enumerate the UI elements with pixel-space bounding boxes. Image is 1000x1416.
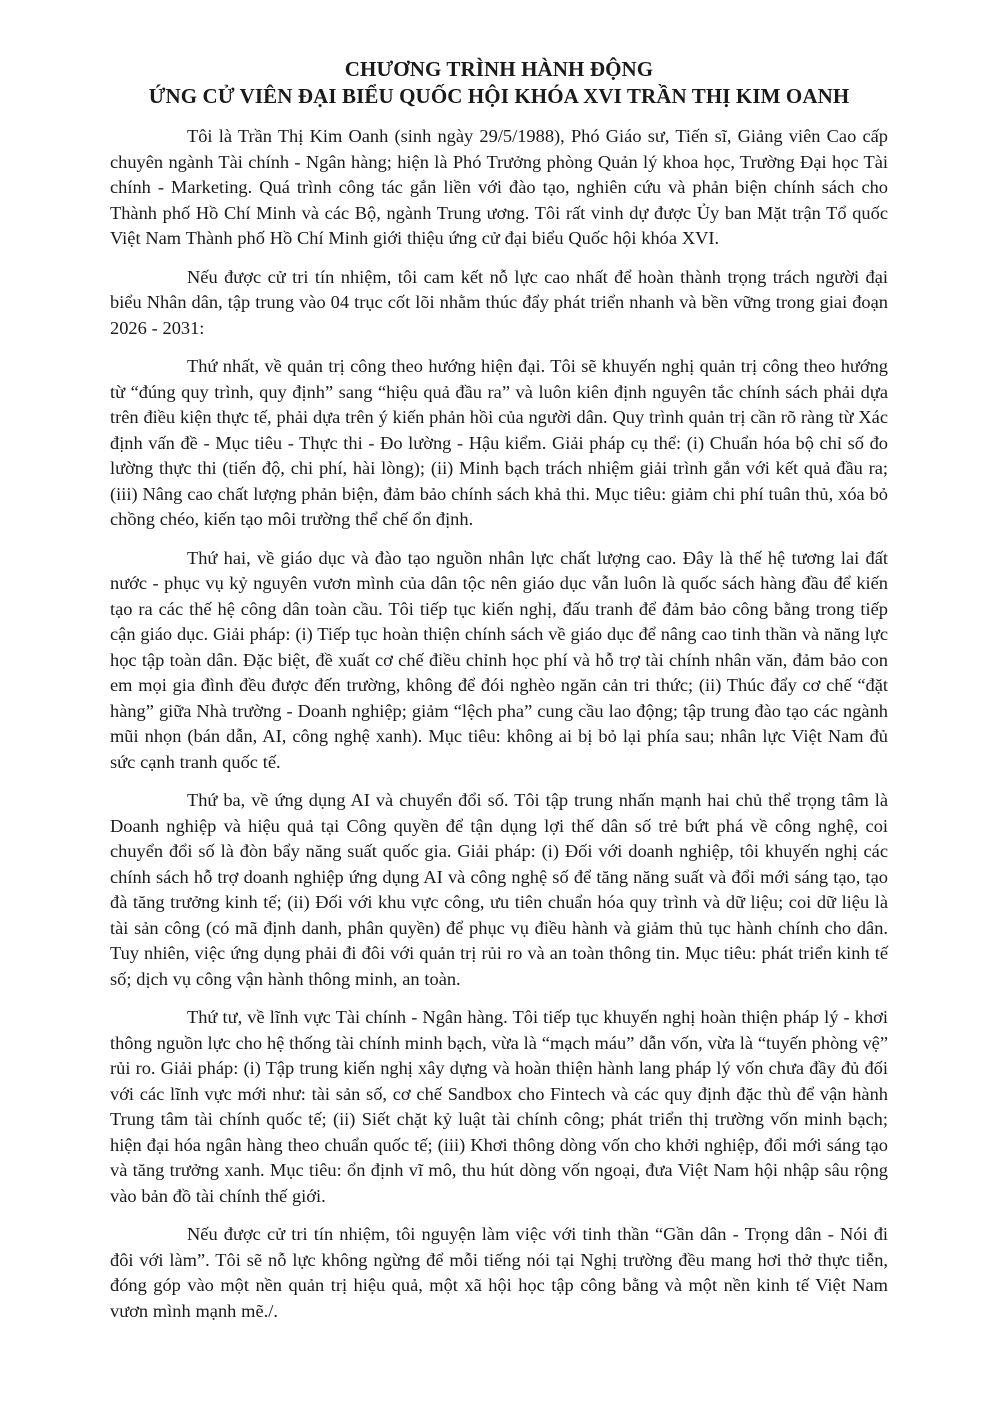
document-title <box>110 56 888 110</box>
paragraph-conclusion: Nếu được cử tri tín nhiệm, tôi nguyện làm việc với tinh thần “Gần dân - Trọng dân - Nói đi đôi với làm”. Tôi sẽ nỗ lực không ngừng để mỗi tiếng nói tại Nghị trường đều mang hơi thở thực tiễn, đóng góp vào một nền quản trị hiệu quả, một xã hội học tập công bằng và một nền kinh tế Việt Nam vươn mình mạnh mẽ./. <box>110 1224 888 1321</box>
title-line-2: ỨNG CỬ VIÊN ĐẠI BIỂU QUỐC HỘI KHÓA XVI TRẦN THỊ KIM OANH <box>148 84 850 108</box>
paragraph-commitment: Nếu được cử tri tín nhiệm, tôi cam kết nỗ lực cao nhất để hoàn thành trọng trách người đại biểu Nhân dân, tập trung vào 04 trục cốt lõi nhằm thúc đẩy phát triển nhanh và bền vững trong giai đoạn 2026 - 2031: <box>110 266 888 338</box>
paragraph-introduction: Tôi là Trần Thị Kim Oanh (sinh ngày 29/5/1988), Phó Giáo sư, Tiến sĩ, Giảng viên Cao cấp chuyên ngành Tài chính - Ngân hàng; hiện là Phó Trưởng phòng Quản lý khoa học, Trường Đại học Tài chính - Marketing. Quá trình công tác gắn liền với đào tạo, nghiên cứu và phản biện chính sách cho Thành phố Hồ Chí Minh và các Bộ, ngành Trung ương. Tôi rất vinh dự được Ủy ban Mặt trận Tổ quốc Việt Nam Thành phố Hồ Chí Minh giới thiệu ứng cử đại biểu Quốc hội khóa XVI. <box>110 126 888 248</box>
paragraph-ai-digital: Thứ ba, về ứng dụng AI và chuyển đổi số. Tôi tập trung nhấn mạnh hai chủ thể trọng tâm là Doanh nghiệp và hiệu quả tại Công quyền để tận dụng lợi thế dân số trẻ bứt phá về công nghệ, coi chuyển đổi số là đòn bẩy năng suất quốc gia. Giải pháp: (i) Đối với doanh nghiệp, tôi khuyến nghị các chính sách hỗ trợ doanh nghiệp ứng dụng AI và công nghệ số để tăng năng suất và đổi mới sáng tạo, tạo đà tăng trưởng kinh tế; (ii) Đối với khu vực công, ưu tiên chuẩn hóa quy trình và dữ liệu; coi dữ liệu là tài sản công (có mã định danh, phân quyền) để phục vụ điều hành và giảm thủ tục hành chính cho dân. Tuy nhiên, việc ứng dụng phải đi đôi với quản trị rủi ro và an toàn thông tin. Mục tiêu: phát triển kinh tế số; dịch vụ công vận hành thông minh, an toàn. <box>110 790 888 989</box>
paragraph-public-governance: Thứ nhất, về quản trị công theo hướng hiện đại. Tôi sẽ khuyến nghị quản trị công theo hướng từ “đúng quy trình, quy định” sang “hiệu quả đầu ra” và luôn kiên định nguyên tắc chính sách phải dựa trên điều kiện thực tế, phải dựa trên ý kiến phản hồi của người dân. Quy trình quản trị cần rõ ràng từ Xác định vấn đề - Mục tiêu - Thực thi - Đo lường - Hậu kiểm. Giải pháp cụ thể: (i) Chuẩn hóa bộ chỉ số đo lường thực thi (tiến độ, chi phí, hài lòng); (ii) Minh bạch trách nhiệm giải trình gắn với kết quả đầu ra; (iii) Nâng cao chất lượng phản biện, đảm bảo chính sách khả thi. Mục tiêu: giảm chi phí tuân thủ, xóa bỏ chồng chéo, kiến tạo môi trường thể chế ổn định. <box>110 356 888 529</box>
paragraph-finance-banking: Thứ tư, về lĩnh vực Tài chính - Ngân hàng. Tôi tiếp tục khuyến nghị hoàn thiện pháp lý - khơi thông nguồn lực cho hệ thống tài chính minh bạch, vừa là “mạch máu” dẫn vốn, vừa là “tuyến phòng vệ” rủi ro. Giải pháp: (i) Tập trung kiến nghị xây dựng và hoàn thiện hành lang pháp lý vốn chưa đầy đủ đối với các lĩnh vực mới như: tài sản số, cơ chế Sandbox cho Fintech và các quy định đặc thù để vận hành Trung tâm tài chính quốc tế; (ii) Siết chặt kỷ luật tài chính công; phát triển thị trường vốn minh bạch; hiện đại hóa ngân hàng theo chuẩn quốc tế; (iii) Khơi thông dòng vốn cho khởi nghiệp, đổi mới sáng tạo và tăng trưởng xanh. Mục tiêu: ổn định vĩ mô, thu hút dòng vốn ngoại, đưa Việt Nam hội nhập sâu rộng vào bản đồ tài chính thế giới. <box>110 1007 888 1206</box>
document-body <box>110 124 888 1324</box>
title-line-1: CHƯƠNG TRÌNH HÀNH ĐỘNG <box>344 57 654 81</box>
paragraph-education: Thứ hai, về giáo dục và đào tạo nguồn nhân lực chất lượng cao. Đây là thế hệ tương lai đất nước - phục vụ kỷ nguyên vươn mình của dân tộc nên giáo dục vẫn luôn là quốc sách hàng đầu để kiến tạo ra các thế hệ công dân toàn cầu. Tôi tiếp tục kiến nghị, đấu tranh để đảm bảo công bằng trong tiếp cận giáo dục. Giải pháp: (i) Tiếp tục hoàn thiện chính sách về giáo dục để nâng cao tinh thần và năng lực học tập toàn dân. Đặc biệt, đề xuất cơ chế điều chỉnh học phí và hỗ trợ tài chính nhân văn, đảm bảo con em mọi gia đình đều được đến trường, không để đói nghèo ngăn cản tri thức; (ii) Thúc đẩy cơ chế “đặt hàng” giữa Nhà trường - Doanh nghiệp; giảm “lệch pha” cung cầu lao động; tập trung đào tạo các ngành mũi nhọn (bán dẫn, AI, công nghệ xanh). Mục tiêu: không ai bị bỏ lại phía sau; nhân lực Việt Nam đủ sức cạnh tranh quốc tế. <box>110 547 888 772</box>
